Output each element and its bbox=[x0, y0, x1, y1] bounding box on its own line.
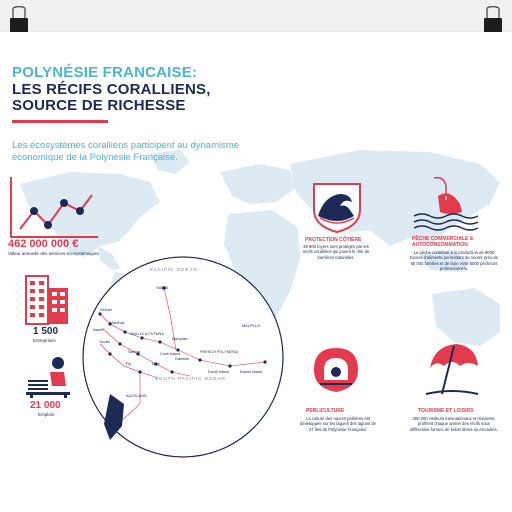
perli-title: PERLICULTURE bbox=[306, 408, 345, 414]
worker-desk-icon bbox=[26, 356, 72, 398]
place-marquise: Marquise bbox=[172, 337, 188, 341]
protection-text: 35 800 foyers sont protégés par les récifs coralliens qui jouent le rôle de barrières naturelles. bbox=[302, 244, 370, 260]
place-malpelo: MALPELO bbox=[242, 324, 260, 328]
value-amount: 462 000 000 € bbox=[8, 238, 79, 250]
intro-line-2: économique de la Polynésie Française. bbox=[12, 152, 178, 163]
infographic-poster bbox=[0, 32, 512, 512]
place-french-polynesia: FRENCH POLYNESIA bbox=[200, 350, 239, 354]
place-gambier: Gambier bbox=[175, 357, 190, 361]
ocean-south-label: SOUTH PACIFIC OCEAN bbox=[155, 376, 226, 381]
title-line-3: SOURCE DE RICHESSE bbox=[12, 97, 186, 114]
place-cook: Cook Island bbox=[160, 352, 181, 356]
buoy-fishing-icon bbox=[410, 174, 480, 236]
value-caption: Valeur annuelle des services écosystémiques bbox=[8, 251, 99, 256]
tourisme-title: TOURISME ET LOISIRS bbox=[418, 408, 474, 414]
place-marshall: Marshall bbox=[110, 321, 125, 325]
beach-umbrella-icon bbox=[424, 338, 480, 398]
place-nauru: Nauru bbox=[93, 328, 104, 332]
buildings-icon bbox=[24, 274, 70, 326]
place-fiji: Fiji bbox=[126, 362, 131, 366]
title-underline bbox=[12, 120, 108, 123]
tourisme-text: 300 000 visiteurs internationaux et résidents, profitent chaque année des récifs sous différentes formes de loisirs libres ou encadrés. bbox=[410, 416, 498, 432]
place-tuvalu: Tuvalu bbox=[99, 340, 111, 344]
place-ducie: Ducie Island bbox=[208, 370, 229, 374]
pearl-oyster-icon bbox=[310, 344, 362, 396]
protection-title: PROTECTION CÔTIÈRE bbox=[305, 237, 362, 243]
ocean-north-label: PACIFIC OCEAN bbox=[150, 267, 198, 272]
title-line-2: LES RÉCIFS CORALLIENS, bbox=[12, 81, 211, 98]
title-line-1: POLYNÉSIE FRANCAISE: bbox=[12, 64, 198, 81]
perli-text: La culture des nacres perlières est développée sur les lagons des lagons de 27 îles de Polynésie Française. bbox=[300, 416, 376, 432]
place-niue: Niue bbox=[152, 362, 160, 366]
jobs-label: Emplois bbox=[38, 412, 55, 417]
peche-text: La pêche contribue à la production de 9000 tonnes d'aliments permettant de nourrir près de 50 000 familles et de faire vivre 5000 pêcheurs professionnels. bbox=[410, 250, 498, 272]
line-chart-icon bbox=[8, 175, 100, 241]
enterprises-label: Entreprises bbox=[33, 338, 56, 343]
intro-text bbox=[12, 140, 302, 164]
place-hawai: HAWAI bbox=[156, 286, 169, 290]
wave-shield-icon bbox=[310, 180, 364, 234]
place-kiribati: Kiribati bbox=[100, 308, 112, 312]
peche-title: PÊCHE COMMERCIALE & AUTOCONSOMMATION bbox=[412, 236, 474, 248]
place-samoa: Samoa bbox=[128, 350, 141, 354]
enterprises-count: 1 500 bbox=[33, 326, 59, 337]
place-easter: Easter Island bbox=[240, 370, 263, 374]
place-auckland: AUCKLAND bbox=[126, 394, 147, 398]
place-wallis: WALLIS & FUTUNA bbox=[130, 332, 164, 336]
intro-line-1: Les écosystèmes coralliens participent au dynamisme bbox=[12, 140, 240, 151]
jobs-count: 21 000 bbox=[30, 400, 61, 411]
